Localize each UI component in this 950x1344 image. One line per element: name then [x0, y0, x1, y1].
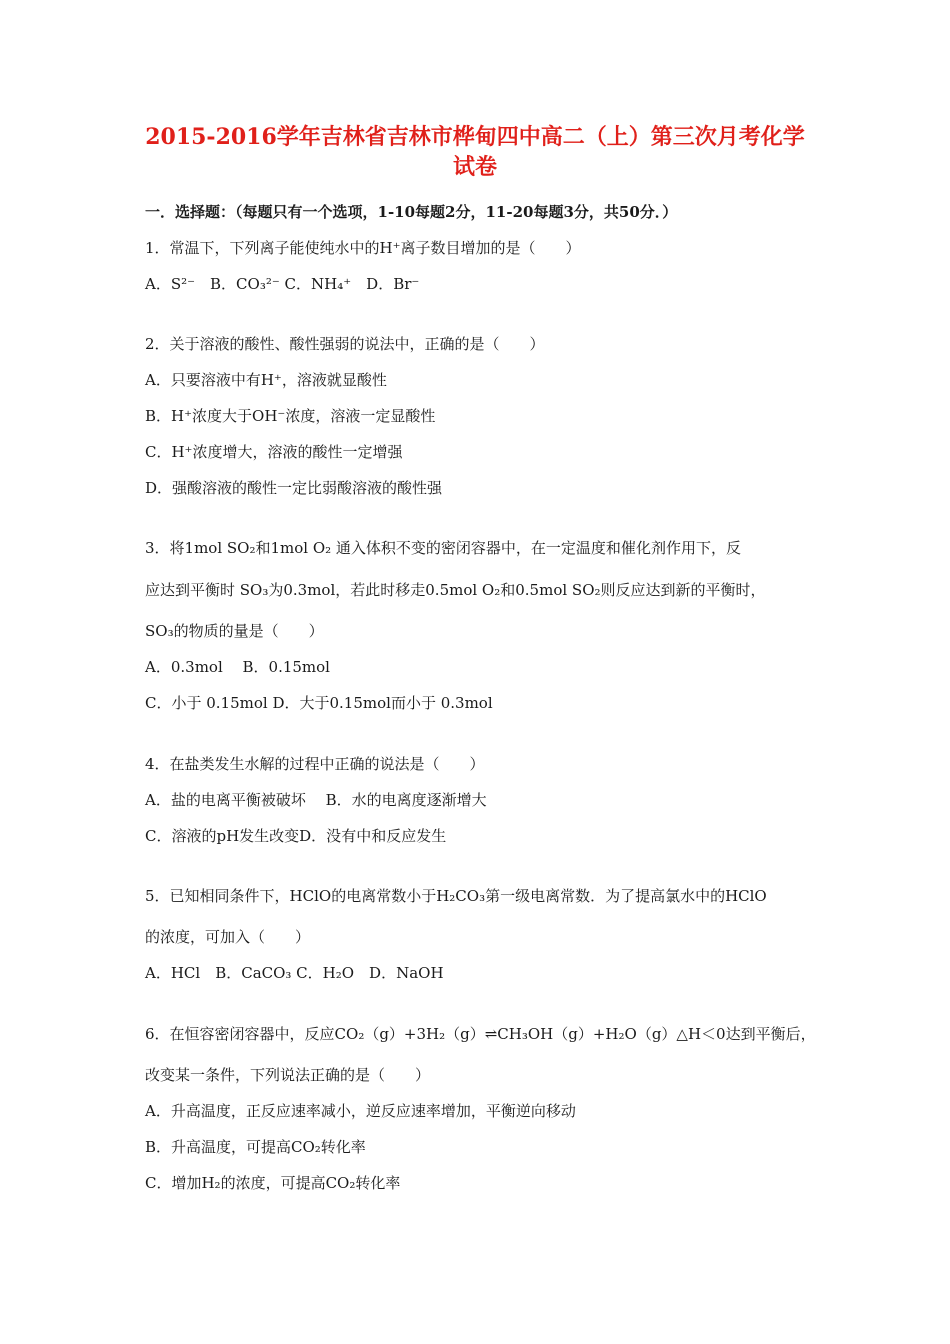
question-2-option-d: D．强酸溶液的酸性一定比弱酸溶液的酸性强: [145, 479, 443, 497]
question-2-stem: 2．关于溶液的酸性、酸性强弱的说法中，正确的是（ ）: [145, 335, 545, 353]
question-4-options-ab: A．盐的电离平衡被破坏 B．水的电离度逐渐增大: [145, 791, 487, 809]
question-4-options-cd: C．溶液的pH发生改变D．没有中和反应发生: [145, 827, 447, 845]
question-1-stem: 1．常温下，下列离子能使纯水中的H⁺离子数目增加的是（ ）: [145, 239, 581, 257]
question-6-option-a: A．升高温度，正反应速率减小，逆反应速率增加，平衡逆向移动: [145, 1102, 576, 1120]
question-3-stem-line-3: SO₃的物质的量是（ ）: [145, 622, 324, 640]
question-3-stem-line-2: 应达到平衡时 SO₃为0.3mol，若此时移走0.5mol O₂和0.5mol SO₂则反应达到新的平衡时，: [145, 581, 766, 599]
question-3-options-cd: C．小于 0.15mol D．大于0.15mol而小于 0.3mol: [145, 694, 493, 712]
section-heading: 一．选择题：（每题只有一个选项，1-10每题2分，11-20每题3分，共50分．）: [145, 203, 678, 221]
question-2-option-a: A．只要溶液中有H⁺，溶液就显酸性: [145, 371, 387, 389]
question-1-options: A．S²⁻ B．CO₃²⁻ C．NH₄⁺ D．Br⁻: [145, 275, 420, 293]
question-6-stem-line-1: 6．在恒容密闭容器中，反应CO₂（g）+3H₂（g）⇌CH₃OH（g）+H₂O（g）△H＜0达到平衡后，: [145, 1025, 816, 1043]
question-4-stem: 4．在盐类发生水解的过程中正确的说法是（ ）: [145, 755, 485, 773]
exam-title-line-2: 试卷: [452, 154, 497, 180]
question-2-option-c: C．H⁺浓度增大，溶液的酸性一定增强: [145, 443, 403, 461]
exam-title-line-1: 2015-2016学年吉林省吉林市桦甸四中高二（上）第三次月考化学: [145, 124, 805, 150]
question-3-options-ab: A．0.3mol B．0.15mol: [145, 658, 330, 676]
question-6-option-b: B．升高温度，可提高CO₂转化率: [145, 1138, 366, 1156]
question-5-stem-line-2: 的浓度，可加入（ ）: [145, 928, 311, 946]
question-2-option-b: B．H⁺浓度大于OH⁻浓度，溶液一定显酸性: [145, 407, 436, 425]
question-6-stem-line-2: 改变某一条件，下列说法正确的是（ ）: [145, 1066, 431, 1084]
question-5-stem-line-1: 5．已知相同条件下，HClO的电离常数小于H₂CO₃第一级电离常数．为了提高氯水中的HClO: [145, 887, 767, 905]
question-6-option-c: C．增加H₂的浓度，可提高CO₂转化率: [145, 1174, 401, 1192]
question-3-stem-line-1: 3．将1mol SO₂和1mol O₂ 通入体积不变的密闭容器中，在一定温度和催化剂作用下，反: [145, 539, 741, 557]
question-5-options: A．HCl B．CaCO₃ C．H₂O D．NaOH: [145, 964, 444, 982]
